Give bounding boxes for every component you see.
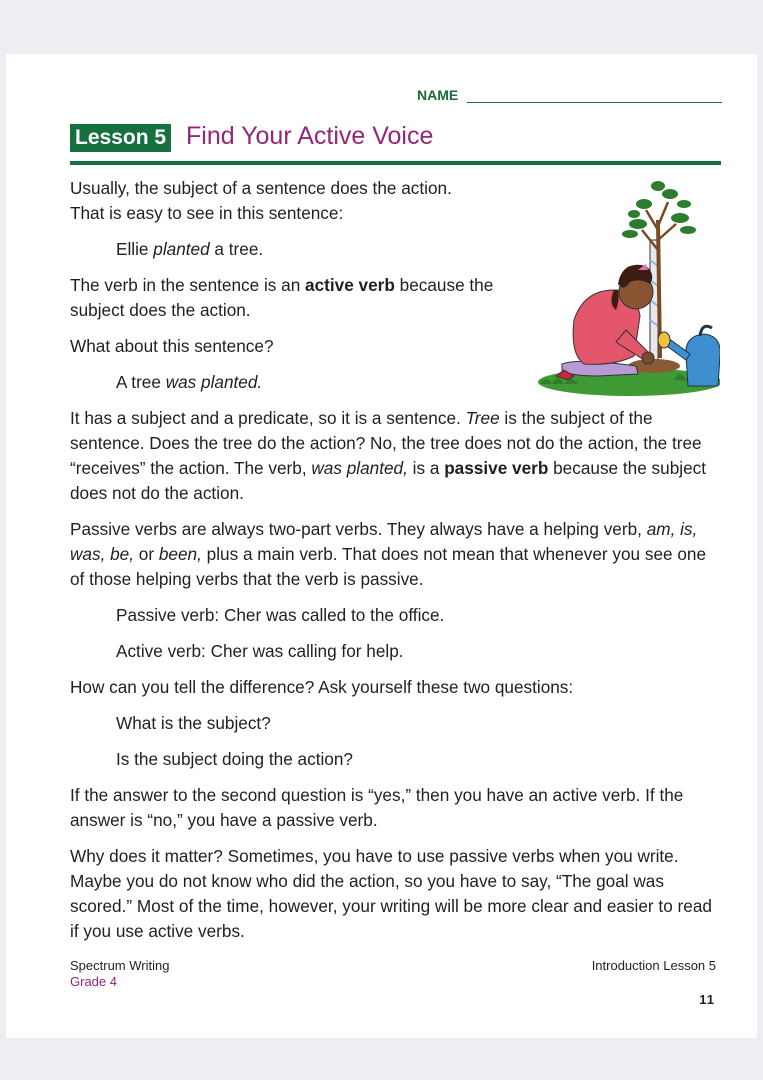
p5-italic-helpers: am, is, was, be, <box>70 519 698 564</box>
footer-grade: Grade 4 <box>70 974 117 989</box>
name-line <box>467 102 722 103</box>
paragraph-answer: If the answer to the second question is “yes,” then you have an active verb. If the answer is “no,” you have a passive verb. <box>70 785 684 830</box>
paragraph-question: What about this sentence? <box>70 336 274 356</box>
p4-text-a: It has a subject and a predicate, so it is a sentence. <box>70 408 466 428</box>
name-field <box>417 87 722 107</box>
p2-text-c: because the subject does the action. <box>70 275 494 320</box>
intro-line-1: Usually, the subject of a sentence does the action. <box>70 178 452 198</box>
ex2-text-a: A tree <box>116 372 166 392</box>
paragraph-intro <box>70 176 530 226</box>
paragraph-helping-verbs <box>70 517 720 592</box>
example-active <box>116 237 720 262</box>
page-number: 11 <box>699 992 715 1007</box>
p5-text-a: Passive verbs are always two-part verbs. They always have a helping verb, <box>70 519 647 539</box>
name-label: NAME <box>417 87 459 103</box>
example-passive-cher: Passive verb: Cher was called to the office. <box>116 605 445 625</box>
paragraph-why-matter: Why does it matter? Sometimes, you have to use passive verbs when you write. Maybe you do not know who did the action, so you have to say, “The goal was scored.” Most of the time, however, your writing will be more clear and easier to read if you use active verbs. <box>70 846 712 941</box>
term-active-verb: active verb <box>305 275 395 295</box>
example-active-cher: Active verb: Cher was calling for help. <box>116 641 404 661</box>
worksheet-page <box>6 54 757 1038</box>
example-passive <box>116 370 720 395</box>
ex1-verb: planted <box>153 239 210 259</box>
p2-text-a: The verb in the sentence is an <box>70 275 306 295</box>
lesson-badge: Lesson 5 <box>70 124 171 152</box>
footer-series: Spectrum Writing <box>70 958 170 973</box>
footer-section: Introduction Lesson 5 <box>591 958 716 973</box>
question-subject: What is the subject? <box>116 713 271 733</box>
paragraph-active-verb <box>70 273 530 323</box>
paragraph-passive-explain <box>70 406 720 506</box>
p4-text-c: is the subject of the sentence. Does the tree do the action? No, the tree does not do the action, the tree “receives” the action. The verb, <box>70 408 702 478</box>
lesson-title: Find Your Active Voice <box>186 122 434 150</box>
p4-italic-tree: Tree <box>465 408 500 428</box>
p4-text-g: because the subject does not do the action. <box>70 458 707 503</box>
title-rule <box>70 161 721 165</box>
ex1-text-a: Ellie <box>116 239 154 259</box>
p5-text-e: plus a main verb. That does not mean that whenever you see one of those helping verbs that the verb is passive. <box>70 544 707 589</box>
footer-left <box>70 958 169 990</box>
p4-text-e: is a <box>407 458 445 478</box>
p4-italic-verb: was planted, <box>311 458 408 478</box>
p5-italic-been: been, <box>158 544 202 564</box>
paragraph-tell-difference: How can you tell the difference? Ask yourself these two questions: <box>70 677 574 697</box>
term-passive-verb: passive verb <box>444 458 549 478</box>
lesson-body <box>70 176 720 955</box>
intro-line-2: That is easy to see in this sentence: <box>70 203 344 223</box>
question-action: Is the subject doing the action? <box>116 749 353 769</box>
ex2-verb: was planted. <box>165 372 263 392</box>
lesson-header <box>70 121 720 157</box>
ex1-text-c: a tree. <box>209 239 264 259</box>
p5-text-c: or <box>134 544 159 564</box>
